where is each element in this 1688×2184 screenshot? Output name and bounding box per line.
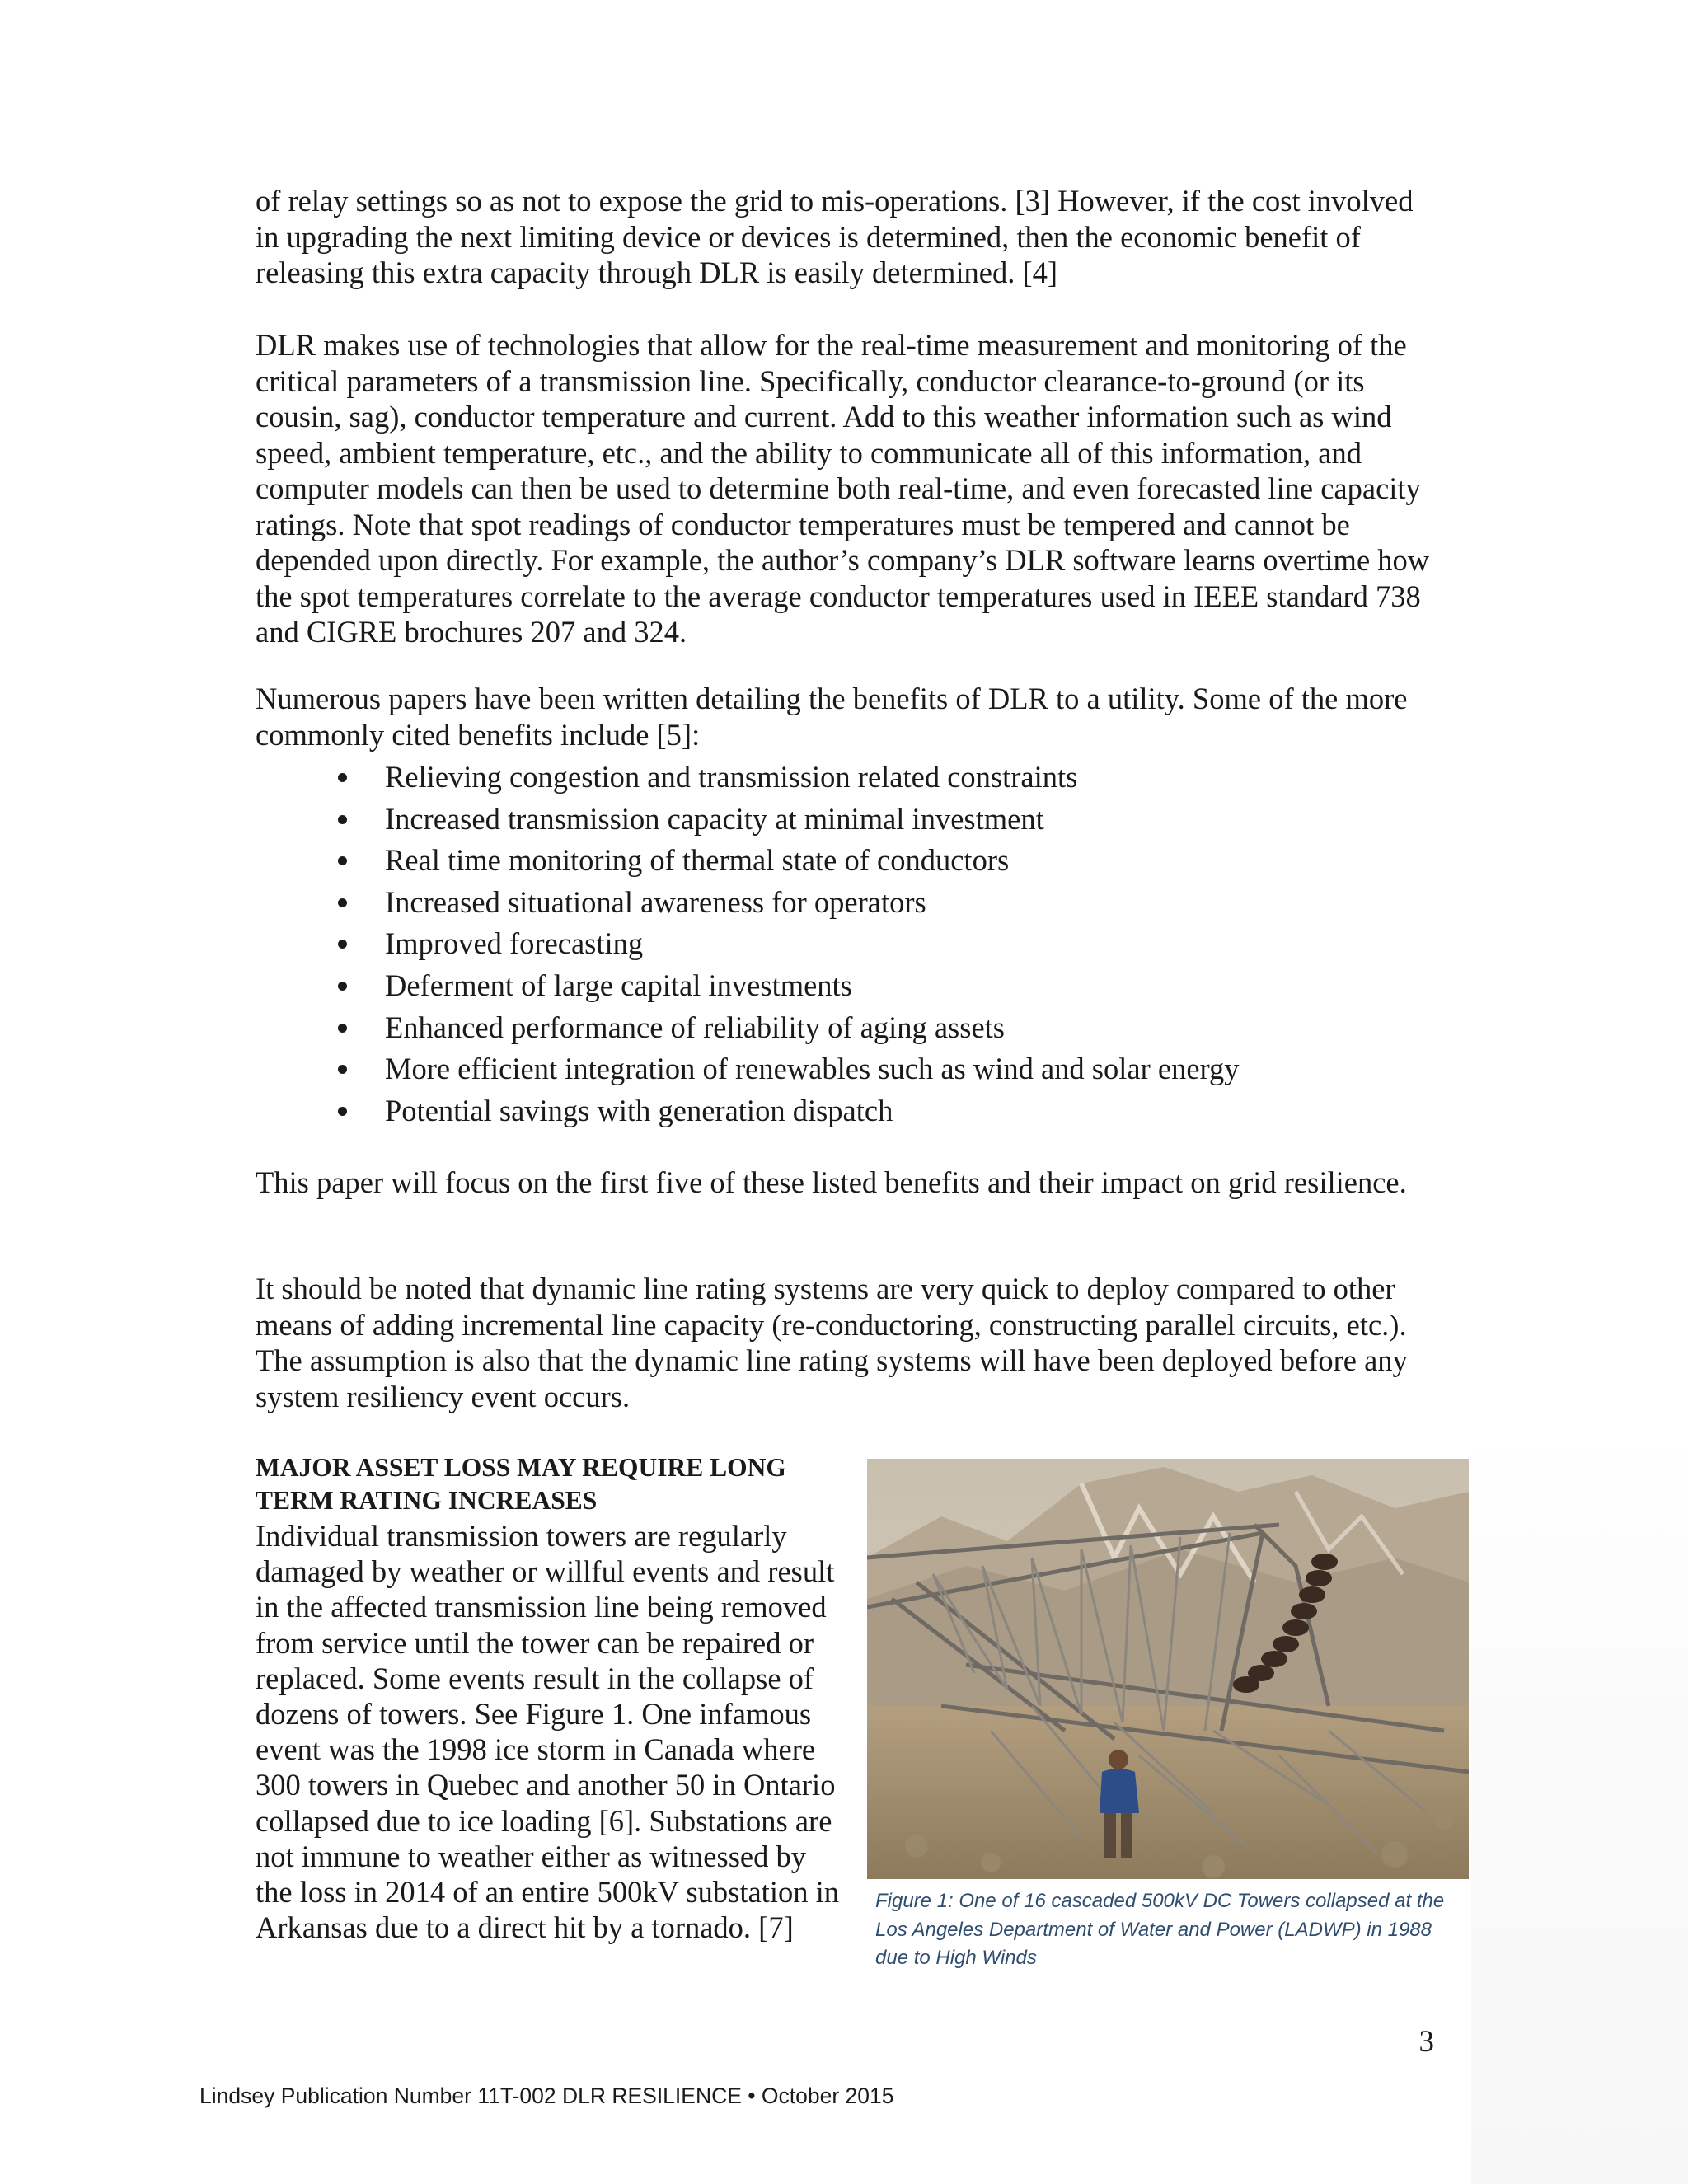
section-heading: MAJOR ASSET LOSS MAY REQUIRE LONG TERM RATING INCREASES (256, 1453, 786, 1515)
list-item-text: Improved forecasting (385, 926, 644, 961)
list-item-text: Real time monitoring of thermal state of conductors (385, 843, 1010, 878)
figure-photo (867, 1459, 1469, 1879)
page-number: 3 (1418, 2025, 1434, 2059)
body-paragraph-2: DLR makes use of technologies that allow for the real-time measurement and monitoring of the critical parameters of a transmission line. Specifically, conductor clearance-to-ground (or its cousin, sag), conductor temperature and current. Add to this weather information such as wind speed, ambient temperature, etc., and the ability to communicate all of this information, and computer models can then be used to determine both real-time, and even forecasted line capacity ratings. Note that spot readings of conductor temperatures must be tempered and cannot be depended upon directly. For example, the author’s company’s DLR software learns overtime how the spot temperatures correlate to the average conductor temperatures used in IEEE standard 738 and CIGRE brochures 207 and 324. (256, 328, 1430, 649)
bullet-icon (338, 940, 347, 949)
list-item (330, 1048, 1240, 1090)
list-item (330, 965, 1240, 1007)
list-item-text: More efficient integration of renewables such as wind and solar energy (385, 1052, 1240, 1086)
list-item-text: Relieving congestion and transmission related constraints (385, 760, 1078, 794)
bullet-icon (338, 1107, 347, 1116)
list-item (330, 1007, 1240, 1049)
bullet-icon (338, 982, 347, 991)
list-item (330, 757, 1240, 799)
list-item (330, 1090, 1240, 1132)
body-paragraph-5: It should be noted that dynamic line rating systems are very quick to deploy compared to other means of adding incremental line capacity (re-conductoring, constructing parallel circuits, etc.). The assumption is also that the dynamic line rating systems will have been deployed before any system resiliency event occurs. (256, 1272, 1408, 1413)
list-item (330, 923, 1240, 965)
list-item (330, 840, 1240, 882)
body-paragraph-3: Numerous papers have been written detailing the benefits of DLR to a utility. Some of the more commonly cited benefits include [5]: (256, 682, 1408, 752)
bullet-icon (338, 1065, 347, 1074)
list-item-text: Deferment of large capital investments (385, 968, 852, 1002)
benefits-list (330, 757, 1240, 1132)
collapsed-tower-photo (867, 1459, 1469, 1879)
list-item-text: Increased situational awareness for operators (385, 884, 926, 919)
bullet-icon (338, 1024, 347, 1033)
list-item-text: Potential savings with generation dispatch (385, 1093, 893, 1127)
bullet-icon (338, 898, 347, 907)
list-item-text: Enhanced performance of reliability of aging assets (385, 1010, 1006, 1044)
bullet-icon (338, 815, 347, 824)
bullet-icon (338, 856, 347, 865)
bullet-icon (338, 773, 347, 782)
list-item (330, 882, 1240, 924)
body-paragraph-4: This paper will focus on the first five of these listed benefits and their impact on grid resilience. (256, 1165, 1407, 1199)
list-item (330, 799, 1240, 841)
page-footer: Lindsey Publication Number 11T-002 DLR RESILIENCE • October 2015 (199, 2083, 894, 2108)
page-edge-shade (1471, 1434, 1688, 2184)
figure-caption: Figure 1: One of 16 cascaded 500kV DC Towers collapsed at the Los Angeles Department of Water and Power (LADWP) in 1988 due to High Winds (875, 1890, 1445, 1969)
section-body: Individual transmission towers are regularly damaged by weather or willful events and result in the affected transmission line being removed from service until the tower can be repaired or replaced. Some events result in the collapse of dozens of towers. See Figure 1. One infamous event was the 1998 ice storm in Canada where 300 towers in Quebec and another 50 in Ontario collapsed due to ice loading [6]. Substations are not immune to weather either as witnessed by the loss in 2014 of an entire 500kV substation in Arkansas due to a direct hit by a tornado. [7] (256, 1519, 839, 1945)
list-item-text: Increased transmission capacity at minimal investment (385, 801, 1044, 836)
body-paragraph-1: of relay settings so as not to expose the grid to mis-operations. [3] However, if the cost involved in upgrading the next limiting device or devices is determined, then the economic benefit of releasing this extra capacity through DLR is easily determined. [4] (256, 184, 1414, 289)
